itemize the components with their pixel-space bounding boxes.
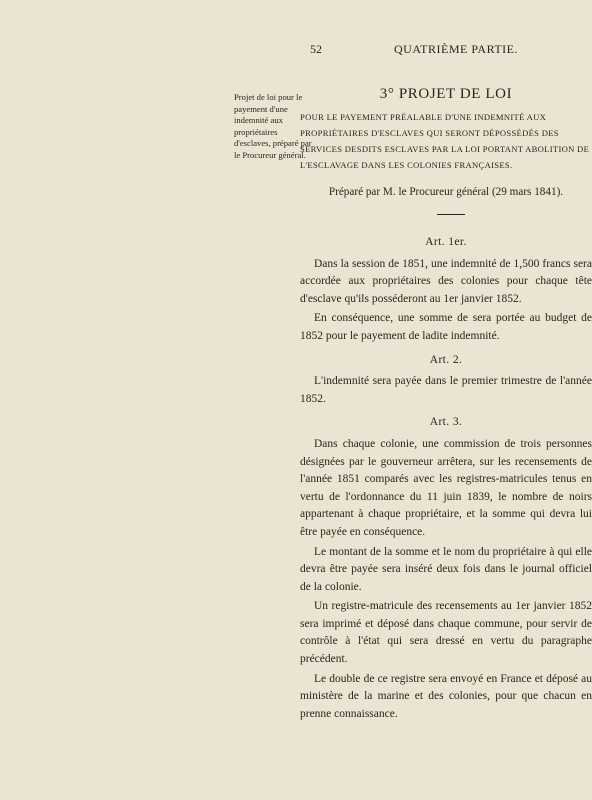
article-heading: Art. 3. xyxy=(429,416,463,429)
article-paragraph: En conséquence, une somme de sera portée au budget de 1852 pour le payement de ladite indemnité. xyxy=(300,312,592,342)
page-number: 52 xyxy=(310,42,322,56)
articles-body xyxy=(300,226,592,723)
article-paragraph: Le double de ce registre sera envoyé en France et déposé au ministère de la marine et des colonies, pour que chacun en prenne connaissance. xyxy=(300,672,592,720)
article-heading: Art. 1er. xyxy=(425,236,467,248)
running-title: QUATRIÈME PARTIE. xyxy=(394,42,519,56)
document-subtitle: POUR LE PAYEMENT PRÉALABLE D'UNE INDEMNITÉ AUX PROPRIÉTAIRES D'ESCLAVES QUI SERONT DÉPOSSÉDÉS DES SERVICES DESDITS ESCLAVES PAR LA LOI PORTANT ABOLITION DE L'ESCLAVAGE DANS LES COLONIES FRANÇAISES. xyxy=(300,112,590,170)
article-paragraph: Le montant de la somme et le nom du propriétaire à qui elle devra être payée sera inséré deux fois dans le journal officiel de la colonie. xyxy=(300,545,592,593)
article-paragraph: Dans la session de 1851, une indemnité de 1,500 francs sera accordée aux propriétaires des colonies pour chaque tête d'esclave qu'ils posséderont au 1er janvier 1852. xyxy=(300,257,592,305)
article-paragraph: Dans chaque colonie, une commission de trois personnes désignées par le gouverneur arrêtera, sur les recensements de l'année 1851 comparés avec les registres-matricules tenus en vertu de l'ordonnance du 11 juin 1839, le nombre de noirs appartenant à chaque propriétaire, et la somme qui devra lui être payée en conséquence. xyxy=(300,437,592,538)
prepared-by-line: Préparé par M. le Procureur général (29 mars 1841). xyxy=(328,186,564,198)
page-header xyxy=(0,42,592,58)
article-paragraph: Un registre-matricule des recensements au 1er janvier 1852 sera imprimé et déposé dans chaque commune, pour servir de contrôle à l'état qui sera dressé en vertu du paragraphe précédent. xyxy=(300,600,592,666)
margin-note: Projet de loi pour le payement d'une indemnité aux propriétaires d'esclaves, préparé par le Procureur général. xyxy=(234,92,312,160)
article-paragraph: L'indemnité sera payée dans le premier trimestre de l'année 1852. xyxy=(300,375,592,405)
document-title: 3° PROJET DE LOI xyxy=(379,86,513,102)
article-heading: Art. 2. xyxy=(429,353,463,366)
divider-rule xyxy=(437,214,465,215)
